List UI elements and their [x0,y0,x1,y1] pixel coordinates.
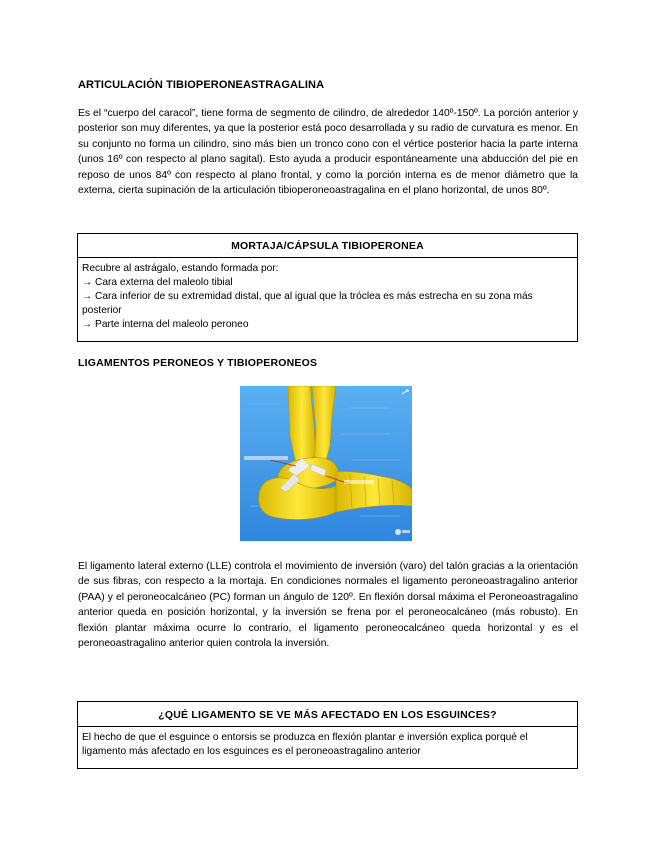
mortaja-box-title: MORTAJA/CÁPSULA TIBIOPERONEA [78,234,577,258]
section-title-articulacion: ARTICULACIÓN TIBIOPERONEASTRAGALINA [78,79,325,91]
mortaja-box [77,233,578,342]
mortaja-box-content [78,258,577,337]
esguinces-box [77,701,578,769]
mortaja-line: → Parte interna del maleolo peroneo [82,319,249,330]
esguinces-box-title: ¿QUÉ LIGAMENTO SE VE MÁS AFECTADO EN LOS ESGUINCES? [78,702,577,727]
section-title-ligamentos: LIGAMENTOS PERONEOS Y TIBIOPERONEOS [78,357,318,369]
mortaja-line: → Cara externa del maleolo tibial [82,277,233,288]
paragraph-ligamentos: El ligamento lateral externo (LLE) controla el movimiento de inversión (varo) del talón gracias a la orientación de sus fibras, con respecto a la mortaja. En condiciones normales el ligamento peroneoastragalino anterior (PAA) y el peroneocalcáneo (PC) forman un ángulo de 120º. En flexión dorsal máxima el Peroneoastragalino anterior queda en posición horizontal, y la inversión se frena por el peroneocalcáneo (más robusto). En flexión plantar máxima ocurre lo contrario, el ligamento peroneocalcáneo queda horizontal y es el peroneoastragalino anterior quien controla la inversión. [78,561,578,650]
ankle-ligaments-illustration [240,386,412,541]
paragraph-articulacion: Es el “cuerpo del caracol”, tiene forma de segmento de cilindro, de alrededor 140º-150º. La porción anterior y posterior son muy diferentes, ya que la posterior está poco desarrollada y su radio de curvatura es menor. En su conjunto no forma un cilindro, sino más bien un tronco cono con el vértice posterior hacia la parte interna (unos 16º con respecto al plano sagital). Esto ayuda a producir espontáneamente una abducción del pie en reposo de unos 84º con respecto al plano frontal, y como la porción interna es de menor diámetro que la externa, cierta supinación de la articulación tibioperoneoastragalina en el plano horizontal, de unos 80º. [78,108,578,197]
mortaja-line: → Cara inferior de su extremidad distal, que al igual que la tróclea es más estrecha en su zona más posterior [82,291,533,316]
mortaja-line: Recubre al astrágalo, estando formada por: [82,263,279,274]
esguinces-box-content: El hecho de que el esguince o entorsis se produzca en flexión plantar e inversión explica porqué el ligamento más afectado en los esguinces es el peroneoastragalino anterior [82,732,528,757]
